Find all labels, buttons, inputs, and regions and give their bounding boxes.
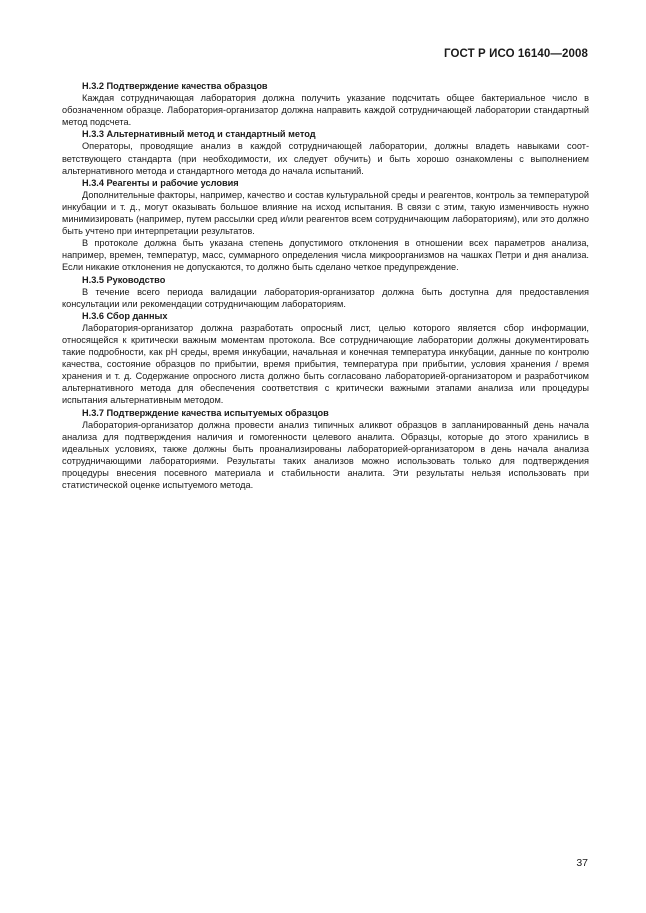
paragraph: Дополнительные факторы, например, качество и состав культуральной среды и реагентов, контроль за температурой инкубации и т. д., могут оказывать большое влияние на исход испытания. В связи с этим, такую изменчивость нужно минимизировать (например, путем рассылки сред и/или реагентов всем сотрудничающим лабораториям), или это должно быть учтено при интерпретации результатов.	[62, 189, 589, 237]
section-h-3-5	[62, 274, 589, 310]
section-heading: Н.3.3 Альтернативный метод и стандартный метод	[82, 129, 316, 140]
section-h-3-4	[62, 177, 589, 274]
paragraph: Операторы, проводящие анализ в каждой сотрудничающей лаборатории, должны владеть навыками соответствующего стандарта (при необходимости, их следует обучить) и быть хорошо ознакомлены с выполнением альтернативного метода и стандартного метода до начала испытаний.	[62, 141, 589, 176]
document-header: ГОСТ Р ИСО 16140—2008	[443, 48, 588, 60]
page-number: 37	[576, 857, 588, 869]
section-h-3-6	[62, 310, 589, 407]
section-heading: Н.3.2 Подтверждение качества образцов	[82, 81, 268, 91]
paragraph: В течение всего периода валидации лаборатория-организатор должна быть доступна для предоставления консультации или рекомендации сотрудничающим лабораториям.	[62, 286, 589, 309]
paragraph: Каждая сотрудничающая лаборатория должна получить указание подсчитать общее бактериальное число в обозначенном образце. Лаборатория-организатор должна направить каждой сотрудничающей лаборатории стандартный метод подсчета.	[62, 93, 589, 128]
paragraph: Лаборатория-организатор должна провести анализ типичных аликвот образцов в запланированный день начала анализа для подтверждения наличия и гомогенности целевого аналита. Образцы, которые до этого хранились в идеальных условиях, также должны быть проанализированы лабораторией-организатором в день начала анализа сотрудничающими лабораториями. Результаты таких анализов можно использовать только для подтверждения процедуры внесения посевного материала и стабильности аналита. Эти результаты нельзя использовать при статистической оценке испытуемого метода.	[62, 419, 589, 491]
section-heading: Н.3.4 Реагенты и рабочие условия	[82, 177, 239, 188]
section-heading: Н.3.6 Сбор данных	[82, 310, 168, 321]
section-h-3-2	[62, 80, 589, 128]
paragraph: В протоколе должна быть указана степень допустимого отклонения в отношении всех параметров анализа, например, времен, температур, масс, суммарного определения числа микроорганизмов на чашках Петри и дня анализа. Если никакие отклонения не допускаются, то должно быть сделано четкое предупреждение.	[62, 238, 589, 273]
paragraph: Лаборатория-организатор должна разработать опросный лист, целью которого является сбор информации, относящейся к критически важным моментам протокола. Все сотрудничающие лаборатории должны документировать такие подробности, как pH среды, время инкубации, начальная и конечная температура инкубации, данные по контролю качества, состояние образцов по прибытии, время прибытия, температура при прибытии, условия хранения / время хранения и т. д. Содержание опросного листа должно быть согласовано лабораторией-организатором и разработчиком альтернативного метода для обеспечения соответствия с критически важными этапами анализа или процедуры испытания альтернативным методом.	[62, 322, 589, 406]
section-heading: Н.3.7 Подтверждение качества испытуемых образцов	[82, 407, 329, 418]
document-body	[62, 80, 589, 491]
section-h-3-7	[62, 407, 589, 492]
section-h-3-3	[62, 128, 589, 176]
section-heading: Н.3.5 Руководство	[82, 274, 166, 285]
